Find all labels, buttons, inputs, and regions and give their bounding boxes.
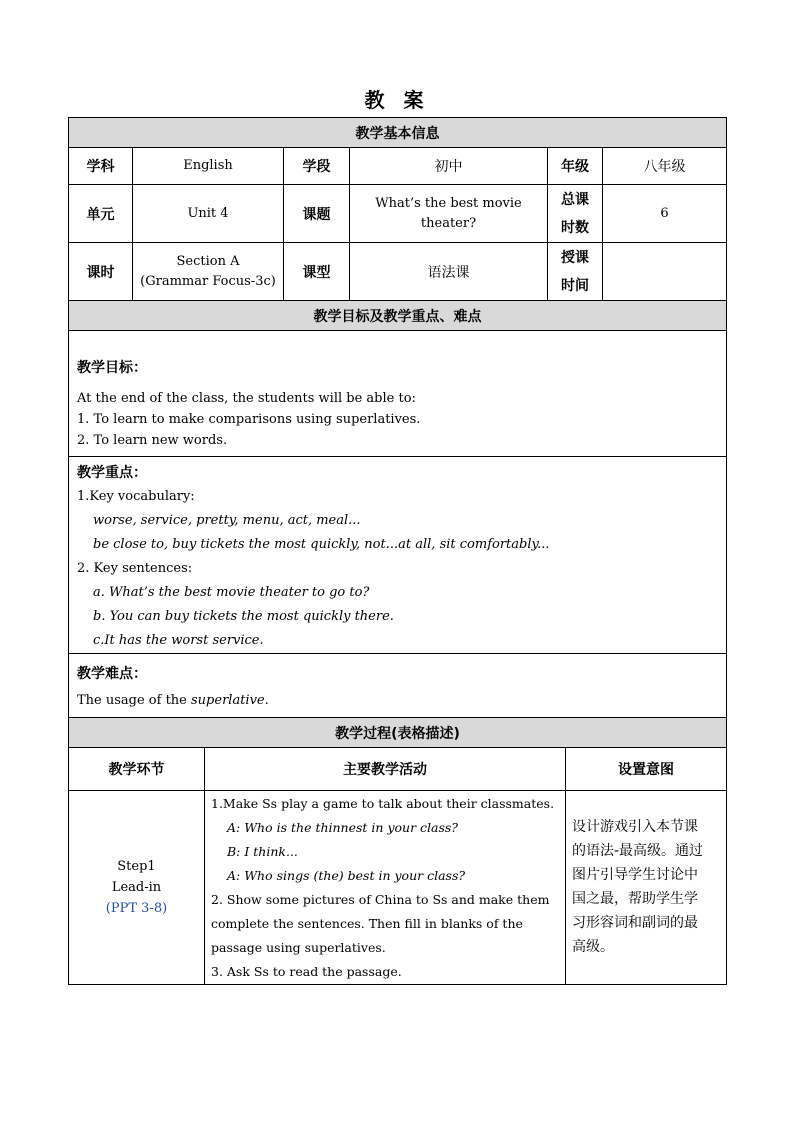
step-cell <box>69 791 205 985</box>
basic-info-table <box>68 117 727 720</box>
activity-line: complete the sentences. Then fill in blanks of the <box>211 916 523 931</box>
period-value <box>133 243 284 301</box>
activity-line: A: Who sings (the) best in your class? <box>227 868 466 883</box>
time-label-line-2: 时间 <box>561 277 589 294</box>
stage-label: 学段 <box>284 148 350 185</box>
period-line-1: Section A <box>176 253 240 269</box>
activity-line: 3. Ask Ss to read the passage. <box>211 964 402 979</box>
total-label-line-1: 总课 <box>561 191 589 208</box>
difficulty-section <box>69 654 727 720</box>
difficulty-text <box>77 690 718 711</box>
period-label: 课时 <box>69 243 133 301</box>
goals-title: 教学目标： <box>77 360 147 376</box>
process-header: 教学过程(表格描述) <box>69 718 727 748</box>
intent-cell <box>566 791 727 985</box>
key-sentence: a. What’s the best movie theater to go to? <box>93 585 370 600</box>
subject-value: English <box>133 148 284 185</box>
topic-label: 课题 <box>284 185 350 243</box>
step-number: Step1 <box>117 859 156 874</box>
basic-info-header: 教学基本信息 <box>69 118 727 148</box>
class-time-label <box>548 243 603 301</box>
class-time-value <box>603 243 727 301</box>
col-activity-header: 主要教学活动 <box>205 748 566 791</box>
col-intent-header: 设置意图 <box>566 748 727 791</box>
key-vocab-line: be close to, buy tickets the most quickly, not...at all, sit comfortably... <box>93 537 550 552</box>
unit-label: 单元 <box>69 185 133 243</box>
intent-line: 图片引导学生讨论中 <box>572 867 698 883</box>
key-sentences-title: 2. Key sentences: <box>77 561 193 576</box>
intent-line: 设计游戏引入本节课 <box>572 819 698 835</box>
stage-value: 初中 <box>350 148 548 185</box>
intent-line: 国之最，帮助学生学 <box>572 891 698 907</box>
total-label-line-2: 时数 <box>561 219 589 236</box>
activity-line: 2. Show some pictures of China to Ss and make them <box>211 892 550 907</box>
time-label-line-1: 授课 <box>561 249 589 266</box>
topic-line-1: What’s the best movie <box>375 195 522 211</box>
goal-line: 1. To learn to make comparisons using superlatives. <box>77 412 421 427</box>
activity-line: 1.Make Ss play a game to talk about their classmates. <box>211 796 555 811</box>
process-table <box>68 717 727 985</box>
lesson-type-value: 语法课 <box>350 243 548 301</box>
grade-label: 年级 <box>548 148 603 185</box>
goal-line: At the end of the class, the students will be able to: <box>77 391 416 406</box>
objectives-header: 教学目标及教学重点、难点 <box>69 301 727 331</box>
difficulty-word: superlative <box>191 693 265 708</box>
key-sentence: c.It has the worst service. <box>93 633 264 648</box>
grade-value: 八年级 <box>603 148 727 185</box>
total-hours-value: 6 <box>603 185 727 243</box>
col-stage-header: 教学环节 <box>69 748 205 791</box>
goals-section <box>69 331 727 457</box>
key-vocab-line: worse, service, pretty, menu, act, meal... <box>93 513 361 528</box>
goal-line: 2. To learn new words. <box>77 433 228 448</box>
intent-line: 的语法-最高级。通过 <box>572 843 704 859</box>
intent-line: 习形容词和副词的最 <box>572 915 698 931</box>
difficulty-suffix: . <box>264 693 269 708</box>
step-name: Lead-in <box>111 880 162 895</box>
key-points-title: 教学重点： <box>77 465 147 481</box>
topic-line-2: theater? <box>420 215 477 231</box>
doc-title: 教 案 <box>364 88 430 112</box>
intent-line: 高级。 <box>572 939 614 955</box>
subject-label: 学科 <box>69 148 133 185</box>
activity-line: passage using superlatives. <box>211 940 386 955</box>
unit-value: Unit 4 <box>133 185 284 243</box>
total-hours-label <box>548 185 603 243</box>
key-points-section <box>69 457 727 654</box>
step-ppt-ref: (PPT 3-8) <box>105 901 168 916</box>
difficulty-prefix: The usage of the <box>77 693 192 708</box>
key-vocab-title: 1.Key vocabulary: <box>77 489 195 504</box>
activity-line: A: Who is the thinnest in your class? <box>227 820 459 835</box>
topic-value <box>350 185 548 243</box>
lesson-type-label: 课型 <box>284 243 350 301</box>
difficulty-title: 教学难点： <box>77 666 147 682</box>
key-sentence: b. You can buy tickets the most quickly there. <box>93 609 394 624</box>
period-line-2: (Grammar Focus-3c) <box>140 273 276 289</box>
activity-line: B: I think... <box>227 844 298 859</box>
activity-cell <box>205 791 566 985</box>
